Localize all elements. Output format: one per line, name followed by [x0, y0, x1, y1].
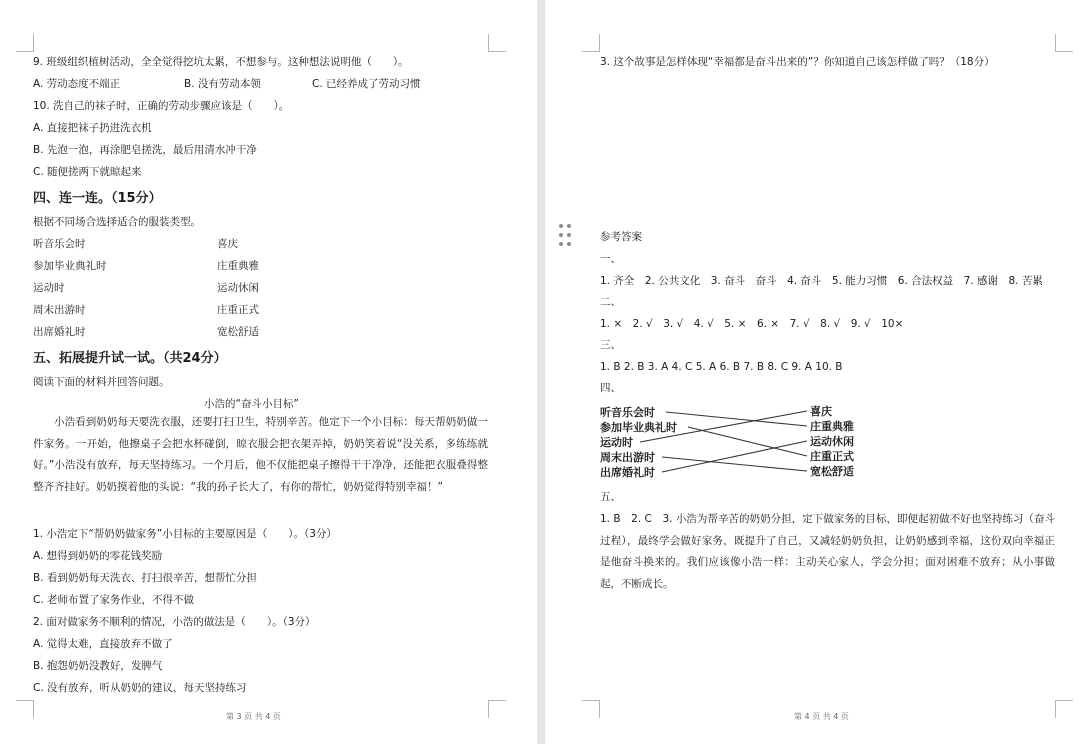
page-corner-mark	[582, 700, 600, 718]
q10-option-b: B. 先泡一泡，再涂肥皂搓洗，最后用清水冲干净	[33, 144, 257, 156]
match-right-item: 运动休闲	[217, 282, 259, 294]
match-left-item: 参加毕业典礼时	[33, 260, 107, 272]
question-10: 10. 洗自己的袜子时，正确的劳动步骤应该是（ ）。	[33, 100, 290, 112]
s5-question-1: 1. 小浩定下“帮奶奶做家务”小目标的主要原因是（ ）。（3分）	[33, 528, 337, 540]
page-corner-mark	[16, 700, 34, 718]
s5-q1-option-c: C. 老师布置了家务作业，不得不做	[33, 594, 195, 606]
match-left-item: 运动时	[33, 282, 65, 294]
question-9: 9. 班级组织植树活动，全全觉得挖坑太累，不想参与。这种想法说明他（ ）。	[33, 56, 409, 68]
page-corner-mark	[1055, 700, 1073, 718]
diagram-right-label: 庄重正式	[810, 450, 854, 463]
q9-option-b: B. 没有劳动本领	[184, 78, 261, 90]
match-right-item: 庄重正式	[217, 304, 259, 316]
page-footer: 第 3 页 共 4 页	[226, 712, 281, 721]
s5-q1-option-b: B. 看到奶奶每天洗衣、打扫很辛苦，想帮忙分担	[33, 572, 257, 584]
page-corner-mark	[16, 34, 34, 52]
s5-q1-option-a: A. 想得到奶奶的零花钱奖励	[33, 550, 163, 562]
answer-section-5-label: 五、	[600, 491, 621, 503]
document-page-3	[0, 0, 537, 744]
s5-question-2: 2. 面对做家务不顺利的情况，小浩的做法是（ ）。（3分）	[33, 616, 316, 628]
diagram-left-label: 周末出游时	[600, 451, 655, 464]
diagram-left-label: 出席婚礼时	[600, 466, 655, 479]
match-left-item: 听音乐会时	[33, 238, 86, 250]
diagram-right-label: 喜庆	[810, 405, 832, 418]
diagram-left-label: 听音乐会时	[600, 406, 655, 419]
page-corner-mark	[1055, 34, 1073, 52]
matching-answer-diagram	[600, 402, 865, 482]
section-5-instruction: 阅读下面的材料并回答问题。	[33, 376, 170, 388]
match-line	[662, 457, 807, 471]
s5-q2-option-c: C. 没有放弃，听从奶奶的建议，每天坚持练习	[33, 682, 247, 694]
q9-option-c: C. 已经养成了劳动习惯	[312, 78, 421, 90]
q9-option-a: A. 劳动态度不端正	[33, 78, 121, 90]
diagram-right-label: 运动休闲	[810, 435, 854, 448]
answer-section-5: 1. B 2. C 3. 小浩为帮辛苦的奶奶分担，定下做家务的目标，即便起初做不好也坚持练习（奋斗过程），最终学会做好家务，既提升了自己，又减轻奶奶负担，让奶奶感到幸福，这份双向幸福正是他奋斗换来的。我们应该像小浩一样：主动关心家人，学会分担；面对困难不放弃；从小事做起，不断成长。	[600, 513, 1055, 590]
diagram-right-label: 宽松舒适	[810, 465, 854, 478]
answer-section-4-label: 四、	[600, 382, 621, 394]
match-left-item: 出席婚礼时	[33, 326, 86, 338]
story-paragraph: 小浩看到奶奶每天要洗衣服，还要打扫卫生，特别辛苦。他定下一个小目标：每天帮奶奶做一件家务。一开始，他擦桌子会把水杯碰倒，晾衣服会把衣架弄掉，奶奶笑着说“没关系，多练练就好。”小浩没有放弃，每天坚持练习。一个月后，他不仅能把桌子擦得干干净净，还能把衣服叠得整整齐齐挂好。奶奶摸着他的头说：“我的孙子长大了，有你的帮忙，奶奶觉得特别幸福！”	[33, 416, 488, 493]
match-right-item: 喜庆	[217, 238, 238, 250]
s5-q2-option-b: B. 抱怨奶奶没教好，发脾气	[33, 660, 163, 672]
section-5-title: 五、拓展提升试一试。（共24分）	[33, 351, 227, 366]
answer-section-3-label: 三、	[600, 339, 621, 351]
diagram-right-label: 庄重典雅	[810, 420, 854, 433]
answer-section-3: 1. B 2. B 3. A 4. C 5. A 6. B 7. B 8. C 9. A 10. B	[600, 361, 843, 373]
q10-option-a: A. 直接把袜子扔进洗衣机	[33, 122, 152, 134]
match-line	[662, 441, 807, 472]
section-4-instruction: 根据不同场合选择适合的服装类型。	[33, 216, 201, 228]
answer-section-2: 1. × 2. √ 3. √ 4. √ 5. × 6. × 7. √ 8. √ 9. √ 10×	[600, 318, 904, 330]
match-left-item: 周末出游时	[33, 304, 86, 316]
match-line	[688, 427, 807, 456]
answers-title: 参考答案	[600, 231, 642, 243]
s5-question-3: 3. 这个故事是怎样体现“幸福都是奋斗出来的”？你知道自己该怎样做了吗？（18分）	[600, 56, 995, 68]
diagram-left-label: 运动时	[600, 436, 633, 449]
section-4-title: 四、连一连。（15分）	[33, 191, 162, 206]
page-corner-mark	[582, 34, 600, 52]
page-corner-mark	[488, 34, 506, 52]
page-corner-mark	[488, 700, 506, 718]
story-title: 小浩的“奋斗小目标”	[204, 398, 299, 410]
document-page-4	[545, 0, 1080, 744]
s5-q2-option-a: A. 觉得太难，直接放弃不做了	[33, 638, 173, 650]
answer-section-1: 1. 齐全 2. 公共文化 3. 奋斗 奋斗 4. 奋斗 5. 能力习惯 6. 合法权益 7. 感谢 8. 苦累	[600, 275, 1043, 287]
diagram-left-label: 参加毕业典礼时	[600, 421, 677, 434]
match-right-item: 宽松舒适	[217, 326, 259, 338]
page-footer: 第 4 页 共 4 页	[794, 712, 849, 721]
answer-section-2-label: 二、	[600, 296, 621, 308]
answer-section-1-label: 一、	[600, 253, 621, 265]
q10-option-c: C. 随便搓两下就晾起来	[33, 166, 142, 178]
drag-handle-icon[interactable]	[559, 224, 575, 248]
match-right-item: 庄重典雅	[217, 260, 259, 272]
